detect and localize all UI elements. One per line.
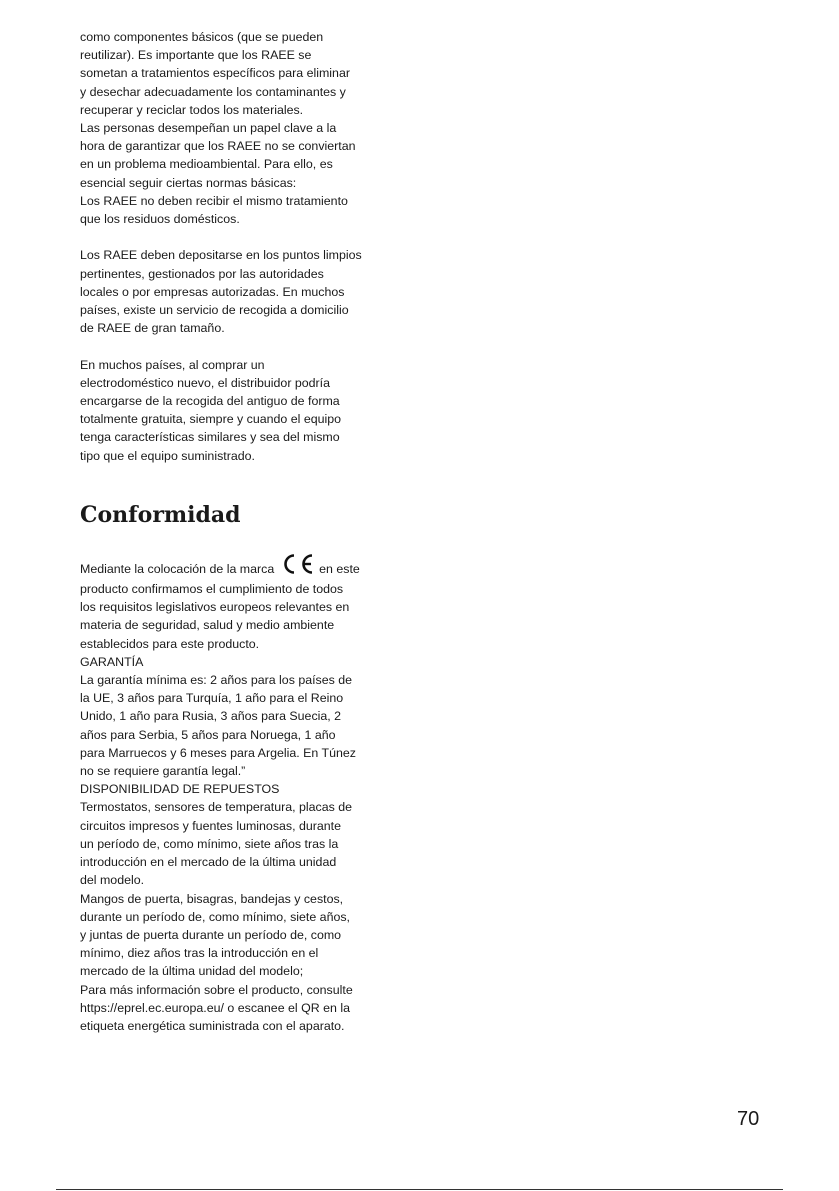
text-line: hora de garantizar que los RAEE no se conviertan <box>80 139 356 154</box>
text-line: tenga características similares y sea del mismo <box>80 430 340 445</box>
page-number: 70 <box>737 1108 760 1130</box>
text-line: En muchos países, al comprar un <box>80 357 265 372</box>
text-line: que los residuos domésticos. <box>80 212 240 227</box>
text-line: encargarse de la recogida del antiguo de forma <box>80 394 340 409</box>
paragraph-rule-household <box>80 192 390 228</box>
text-line: del modelo. <box>80 873 145 888</box>
text-line: esencial seguir ciertas normas básicas: <box>80 175 297 190</box>
paragraph-raee-treatment <box>80 28 390 119</box>
text-line: Mangos de puerta, bisagras, bandejas y cestos, <box>80 891 344 906</box>
text-line: introducción en el mercado de la última unidad <box>80 855 337 870</box>
document-body <box>80 28 390 1035</box>
text-line: mercado de la última unidad del modelo; <box>80 964 304 979</box>
text-line: producto confirmamos el cumplimiento de todos <box>80 582 344 597</box>
subheading-garantia: GARANTÍA <box>80 654 144 669</box>
paragraph-more-info <box>80 981 390 1036</box>
text-line: Para más información sobre el producto, consulte <box>80 982 353 997</box>
text-line: para Marruecos y 6 meses para Argelia. En Túnez <box>80 745 356 760</box>
text-line: de RAEE de gran tamaño. <box>80 321 225 336</box>
text-line: mínimo, diez años tras la introducción en el <box>80 946 319 961</box>
section-heading-conformidad: Conformidad <box>80 501 241 528</box>
text-line: Termostatos, sensores de temperatura, placas de <box>80 800 353 815</box>
paragraph-garantia <box>80 653 390 780</box>
text-line: sometan a tratamientos específicos para eliminar <box>80 66 350 81</box>
paragraph-collection-points <box>80 246 390 337</box>
text-line <box>80 553 390 580</box>
text-line: tipo que el equipo suministrado. <box>80 448 255 463</box>
text-line: reutilizar). Es importante que los RAEE se <box>80 48 312 63</box>
ce-mark-icon-graphic <box>280 553 314 575</box>
text-line: los requisitos legislativos europeos relevantes en <box>80 600 350 615</box>
ce-text-before: Mediante la colocación de la marca <box>80 561 275 576</box>
text-line-with-link: https://eprel.ec.europa.eu/ o escanee el QR en la <box>80 1000 351 1015</box>
text-line: recuperar y reciclar todos los materiales. <box>80 102 304 117</box>
text-line: establecidos para este producto. <box>80 636 260 651</box>
text-line: Los RAEE no deben recibir el mismo tratamiento <box>80 193 348 208</box>
ce-text-after: en este <box>319 561 360 576</box>
paragraph-ce-conformity <box>80 553 390 653</box>
text-line: y juntas de puerta durante un período de, como <box>80 927 342 942</box>
text-line: electrodoméstico nuevo, el distribuidor podría <box>80 375 331 390</box>
paragraph-repuestos <box>80 780 390 980</box>
paragraph-distributor-pickup <box>80 356 390 465</box>
text-line: durante un período de, como mínimo, siete años, <box>80 909 350 924</box>
text-line: pertinentes, gestionados por las autoridades <box>80 266 324 281</box>
text-line: países, existe un servicio de recogida a domicilio <box>80 303 349 318</box>
text-line: Los RAEE deben depositarse en los puntos limpios <box>80 248 362 263</box>
text-line: un período de, como mínimo, siete años tras la <box>80 836 339 851</box>
text-line: La garantía mínima es: 2 años para los países de <box>80 673 353 688</box>
text-line: materia de seguridad, salud y medio ambiente <box>80 618 335 633</box>
text-line: y desechar adecuadamente los contaminantes y <box>80 84 346 99</box>
text-line: Las personas desempeñan un papel clave a la <box>80 121 337 136</box>
text-line: no se requiere garantía legal.” <box>80 764 246 779</box>
text-line: locales o por empresas autorizadas. En muchos <box>80 284 345 299</box>
text-line: etiqueta energética suministrada con el aparato. <box>80 1018 345 1033</box>
text-line: en un problema medioambiental. Para ello, es <box>80 157 333 172</box>
subheading-repuestos: DISPONIBILIDAD DE REPUESTOS <box>80 782 280 797</box>
ce-mark-icon <box>280 553 314 580</box>
paragraph-personal-role <box>80 119 390 192</box>
text-line: años para Serbia, 5 años para Noruega, 1 año <box>80 727 336 742</box>
text-line: Unido, 1 año para Rusia, 3 años para Suecia, 2 <box>80 709 342 724</box>
text-line: circuitos impresos y fuentes luminosas, durante <box>80 818 342 833</box>
footer-divider <box>56 1189 783 1190</box>
text-line: como componentes básicos (que se pueden <box>80 30 324 44</box>
text-line: la UE, 3 años para Turquía, 1 año para el Reino <box>80 691 344 706</box>
text-line: totalmente gratuita, siempre y cuando el equipo <box>80 412 342 427</box>
